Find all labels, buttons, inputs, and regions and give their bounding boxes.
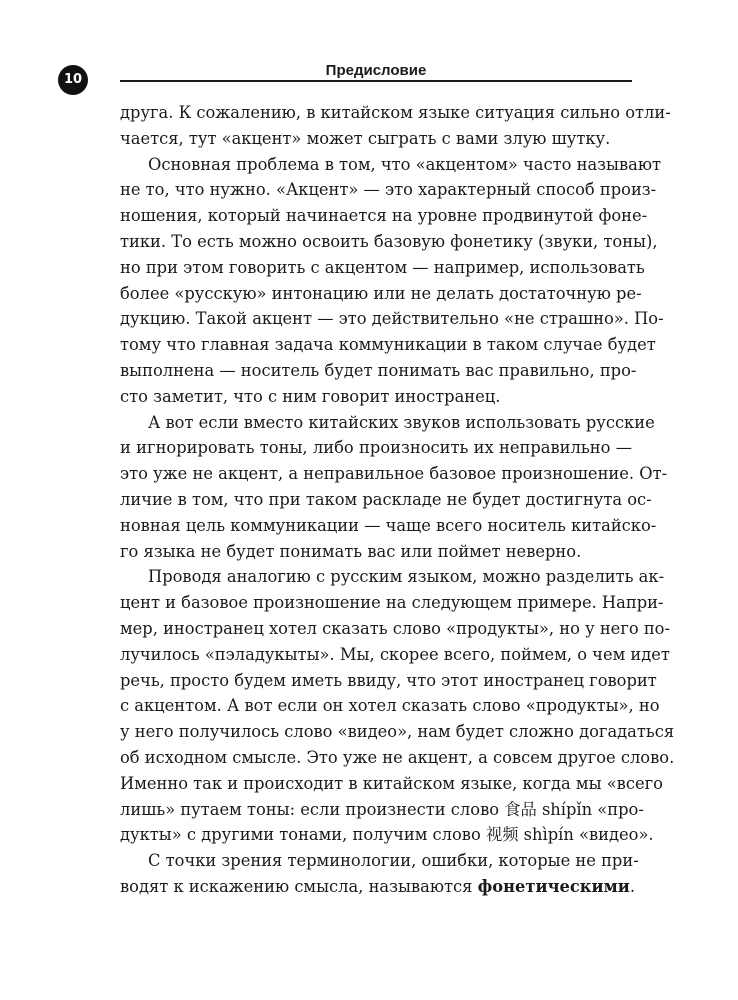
text-line: лучилось «пэладукыты». Мы, скорее всего, поймем, о чем идет	[120, 644, 670, 664]
running-head: Предисловие	[325, 62, 427, 79]
text-line: С точки зрения терминологии, ошибки, которые не при-	[148, 851, 639, 871]
text-line: об исходном смысле. Это уже не акцент, а совсем другое слово.	[120, 747, 675, 767]
text-line: го языка не будет понимать вас или поймет неверно.	[120, 541, 582, 561]
text-line: и игнорировать тоны, либо произносить их неправильно —	[120, 438, 632, 458]
text-line: выполнена — носитель будет понимать вас правильно, про-	[120, 360, 637, 380]
text-line: чается, тут «акцент» может сыграть с вами злую шутку.	[120, 128, 611, 148]
text-line-final	[120, 874, 636, 900]
text-line: тики. То есть можно освоить базовую фонетику (звуки, тоны),	[120, 231, 658, 251]
text-line: личие в том, что при таком раскладе не будет достигнута ос-	[120, 489, 652, 509]
text-line: ношения, который начинается на уровне продвинутой фоне-	[120, 206, 648, 226]
text-line: не то, что нужно. «Акцент» — это характерный способ произ-	[120, 180, 657, 200]
body-text	[120, 100, 675, 900]
text-line: но при этом говорить с акцентом — например, использовать	[120, 257, 645, 277]
term-bold: фонетическими	[477, 876, 630, 896]
text-line: дукцию. Такой акцент — это действительно «не страшно». По-	[120, 309, 664, 329]
text-line: у него получилось слово «видео», нам будет сложно догадаться	[120, 722, 675, 742]
text-line: речь, просто будем иметь ввиду, что этот иностранец говорит	[120, 670, 657, 690]
page-number-badge: 10	[58, 65, 88, 95]
text-line: Проводя аналогию с русским языком, можно разделить ак-	[148, 567, 665, 587]
text-line: более «русскую» интонацию или не делать достаточную ре-	[120, 283, 642, 303]
text-line: с акцентом. А вот если он хотел сказать слово «продукты», но	[120, 696, 660, 716]
text-line: тому что главная задача коммуникации в таком случае будет	[120, 335, 656, 355]
final-line-period: .	[629, 876, 636, 896]
text-line: сто заметит, что с ним говорит иностранец.	[120, 386, 501, 406]
text-line: мер, иностранец хотел сказать слово «продукты», но у него по-	[120, 618, 670, 638]
final-line-text: водят к искажению смысла, называются	[120, 876, 478, 896]
text-line: дукты» с другими тонами, получим слово 视频 shìpín «видео».	[120, 825, 654, 845]
text-line: Именно так и происходит в китайском языке, когда мы «всего	[120, 773, 663, 793]
text-line: А вот если вместо китайских звуков использовать русские	[148, 412, 655, 432]
text-line: это уже не акцент, а неправильное базовое произношение. От-	[120, 464, 668, 484]
text-line: новная цель коммуникации — чаще всего носитель китайско-	[120, 515, 657, 535]
text-line: Основная проблема в том, что «акцентом» часто называют	[148, 154, 662, 174]
text-line: цент и базовое произношение на следующем примере. Напри-	[120, 593, 664, 613]
header-rule	[120, 80, 632, 82]
text-line: лишь» путаем тоны: если произнести слово 食品 shípǐn «про-	[120, 799, 644, 819]
text-line: друга. К сожалению, в китайском языке ситуация сильно отли-	[120, 103, 671, 122]
